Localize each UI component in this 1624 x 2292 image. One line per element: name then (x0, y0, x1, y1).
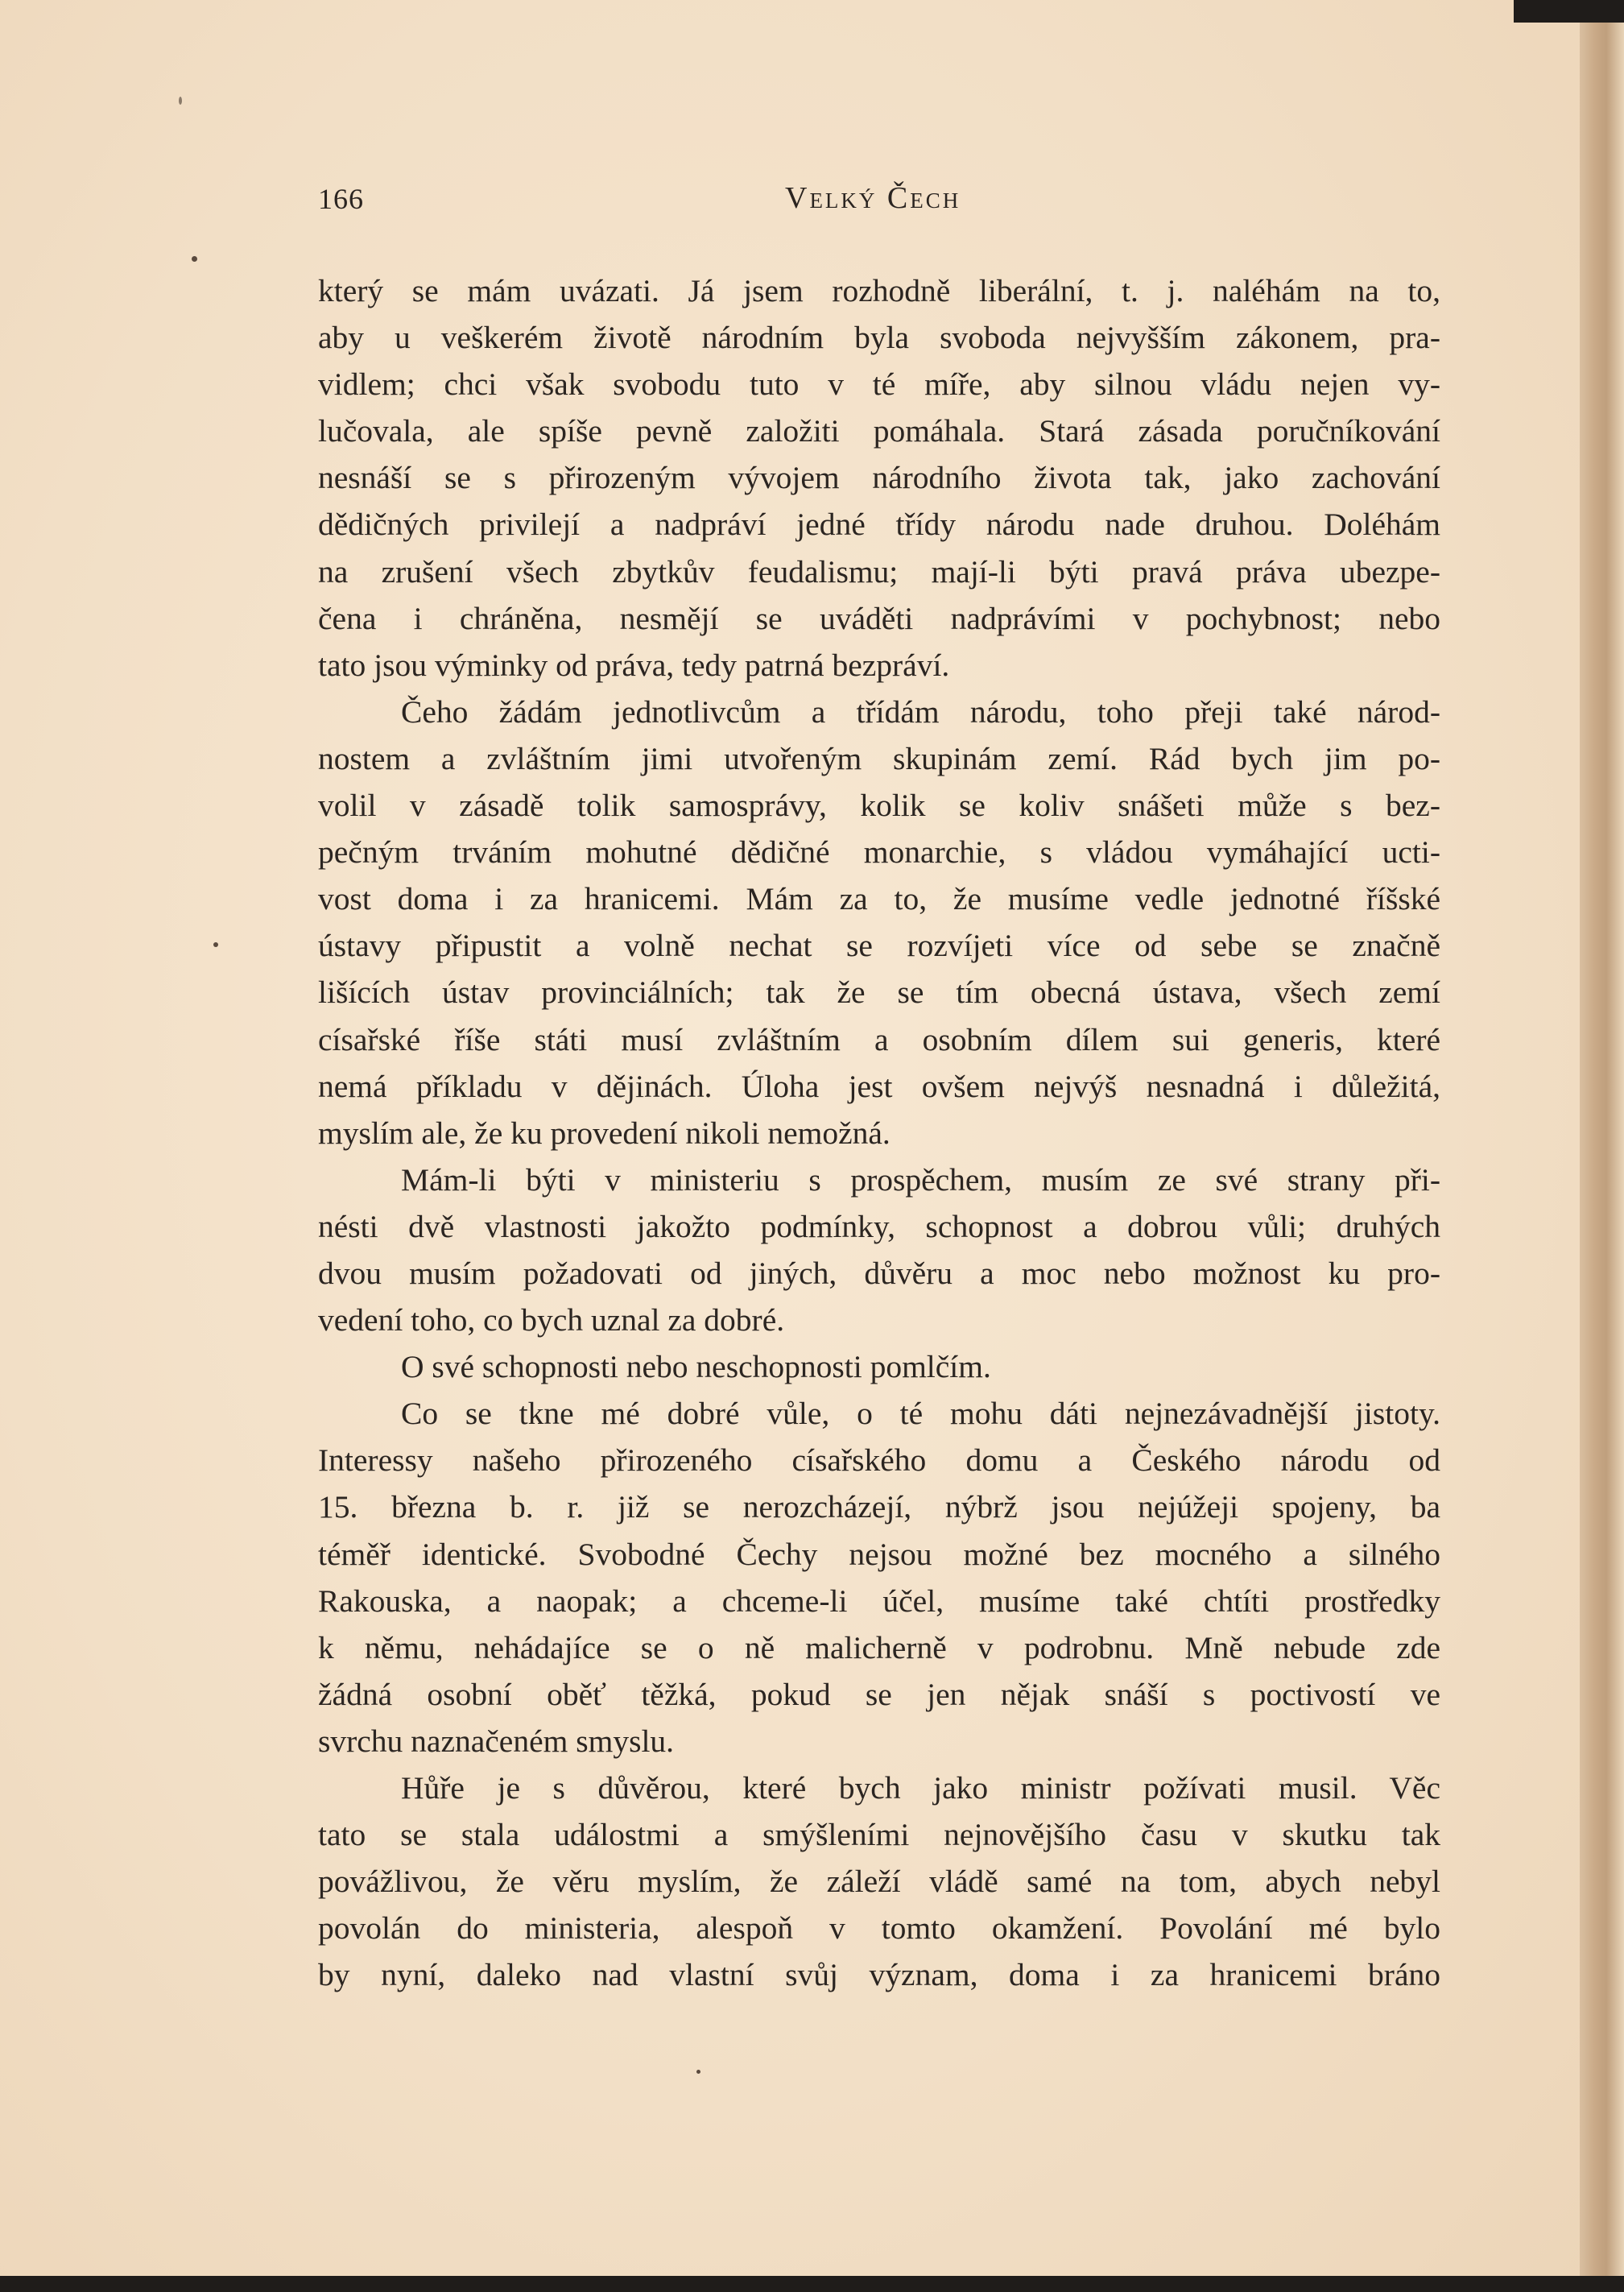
paragraph-start-line: Hůře je s důvěrou, které bych jako ministr požívati musil. Věc (401, 1770, 1440, 1806)
paragraph-start-line: Čeho žádám jednotlivcům a třídám národu, toho přeji také národ- (401, 693, 1440, 730)
text-line: nostem a zvláštním jimi utvořeným skupinám zemí. Rád bych jim po- (318, 740, 1440, 776)
text-line: žádná osobní oběť těžká, pokud se jen nějak snáší s poctivostí ve (318, 1676, 1440, 1712)
text-line: téměř identické. Svobodné Čechy nejsou možné bez mocného a silného (318, 1536, 1440, 1572)
paper-speck (192, 256, 197, 262)
scan-border-top (1514, 0, 1624, 23)
text-line: dědičných privilejí a nadpráví jedné třídy národu nade druhou. Doléhám (318, 507, 1440, 543)
body-text (318, 267, 1440, 1998)
paragraph-start-line: Co se tkne mé dobré vůle, o té mohu dáti nejnezávadnější jistoty. (401, 1396, 1440, 1432)
text-line: pečným trváním mohutné dědičné monarchie, s vládou vymáhající ucti- (318, 834, 1440, 871)
text-line: svrchu naznačeném smyslu. (318, 1723, 675, 1759)
text-line: dvou musím požadovati od jiných, důvěru a moc nebo možnost ku pro- (318, 1255, 1440, 1291)
text-line: čena i chráněna, nesmějí se uváděti nadprávími v pochybnost; nebo (318, 600, 1440, 636)
text-line: císařské říše státi musí zvláštním a osobním dílem sui generis, které (318, 1021, 1440, 1057)
paper-speck (213, 942, 218, 947)
text-line: Rakouska, a naopak; a chceme-li účel, musíme také chtíti prostředky (318, 1582, 1440, 1619)
text-line: vost doma i za hranicemi. Mám za to, že musíme vedle jednotné říšské (318, 881, 1440, 917)
running-title: Velký Čech (785, 181, 961, 215)
text-line: který se mám uvázati. Já jsem rozhodně liberální, t. j. naléhám na to, (318, 273, 1440, 308)
running-head (318, 177, 1445, 225)
text-line: tato se stala událostmi a smýšleními nejnovějšího času v skutku tak (318, 1817, 1440, 1853)
paragraph-start-line: Mám-li býti v ministeriu s prospěchem, musím ze své strany při- (401, 1161, 1440, 1198)
text-line: 15. března b. r. již se nerozcházejí, nýbrž jsou nejúžeji spojeny, ba (318, 1489, 1440, 1525)
text-line: vedení toho, co bych uznal za dobré. (318, 1302, 785, 1338)
text-line: Interessy našeho přirozeného císařského domu a Českého národu od (318, 1442, 1440, 1479)
text-line: ústavy připustit a volně nechat se rozvíjeti více od sebe se značně (318, 928, 1440, 964)
text-line: k němu, nehádajíce se o ně malicherně v podrobnu. Mně nebude zde (318, 1629, 1440, 1665)
text-line: myslím ale, že ku provedení nikoli nemožná. (318, 1115, 891, 1151)
text-line: vidlem; chci však svobodu tuto v té míře, aby silnou vládu nejen vy- (318, 366, 1440, 403)
text-line: nésti dvě vlastnosti jakožto podmínky, schopnost a dobrou vůli; druhých (318, 1208, 1440, 1244)
text-line: volil v zásadě tolik samosprávy, kolik se koliv snášeti může s bez- (318, 788, 1440, 824)
text-line: aby u veškerém životě národním byla svoboda nejvyšším zákonem, pra- (318, 320, 1440, 356)
text-line: tato jsou výminky od práva, tedy patrná bezpráví. (318, 647, 950, 683)
text-line: povážlivou, že věru myslím, že záleží vládě samé na tom, abych nebyl (318, 1864, 1440, 1900)
text-line: by nyní, daleko nad vlastní svůj význam, doma i za hranicemi bráno (318, 1957, 1440, 1993)
text-line: na zrušení všech zbytkův feudalismu; mají-li býti pravá práva ubezpe- (318, 553, 1440, 590)
text-line: nemá příkladu v dějinách. Úloha jest ovšem nejvýš nesnadná i důležitá, (318, 1068, 1440, 1104)
text-line: povolán do ministeria, alespoň v tomto okamžení. Povolání mé bylo (318, 1910, 1440, 1947)
page-number: 166 (318, 183, 364, 215)
text-line: nesnáší se s přirozeným vývojem národního života tak, jako zachování (318, 460, 1440, 496)
paper-speck (179, 97, 182, 105)
paper-speck (696, 2070, 700, 2074)
text-line: lišících ústav provinciálních; tak že se tím obecná ústava, všech zemí (318, 974, 1440, 1011)
paragraph-start-line: O své schopnosti nebo neschopnosti pomlčím. (401, 1349, 991, 1385)
book-gutter (1580, 0, 1624, 2292)
text-line: lučovala, ale spíše pevně založiti pomáhala. Stará zásada poručníkování (318, 413, 1440, 449)
scan-border-bottom (0, 2276, 1624, 2292)
